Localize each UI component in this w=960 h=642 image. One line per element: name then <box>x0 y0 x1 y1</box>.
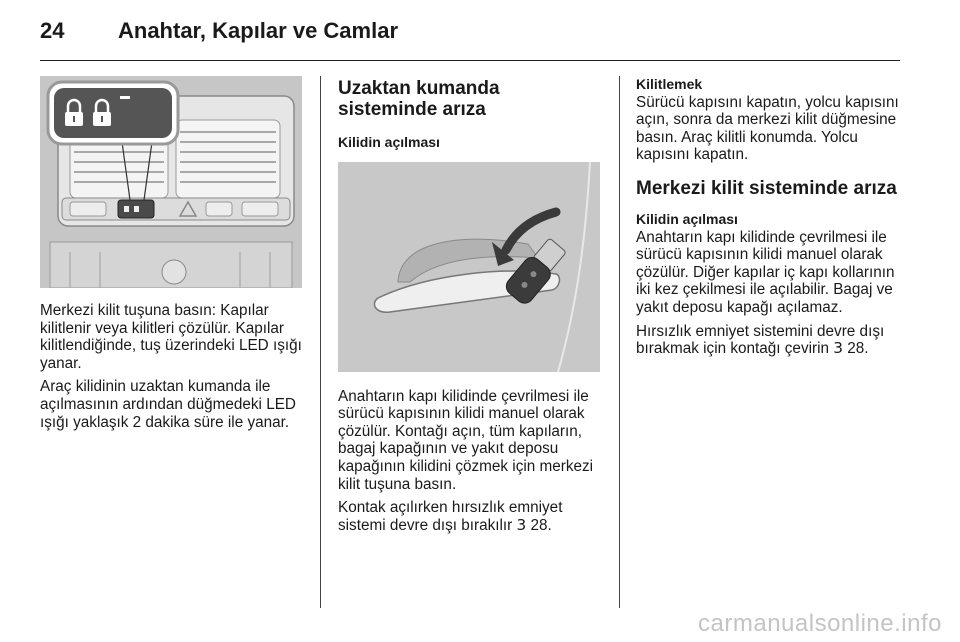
paragraph-text: Kontak açılırken hırsızlık emniyet sistemi devre dışı bırakılır <box>338 499 563 534</box>
cross-reference-arrow-icon: 3 <box>833 339 843 358</box>
watermark: carmanualsonline.info <box>698 610 942 637</box>
header-rule <box>40 60 900 61</box>
section-heading: Uzaktan kumanda sisteminde arıza <box>338 78 500 120</box>
paragraph <box>338 499 602 534</box>
column-divider-left <box>320 76 321 608</box>
column-1 <box>40 76 302 437</box>
paragraph-text: Hırsızlık emniyet sistemini devre dışı bırakmak için kontağı çevirin <box>636 322 885 358</box>
cross-reference-arrow-icon: 3 <box>516 515 527 534</box>
subsection-heading: Kilitlemek <box>636 76 703 92</box>
paragraph: Anahtarın kapı kilidinde çevrilmesi ile sürücü kapısının kilidi manuel olarak çözülür. Diğer kapılar iç kapı kollarının iki kez çekilmesi ile açılabilir. Bagaj ve yakıt deposu kapağı açılamaz. <box>636 228 895 316</box>
column-divider-right <box>619 76 620 608</box>
column-3 <box>636 76 908 364</box>
paragraph: Araç kilidinin uzaktan kumanda ile açılmasının ardından düğmedeki LED ışığı yaklaşık 2 dakika süre ile yanar. <box>40 378 296 431</box>
subsection-heading: Kilidin açılması <box>338 134 440 150</box>
page-title: Anahtar, Kapılar ve Camlar <box>118 18 399 43</box>
subsection-heading: Kilidin açılması <box>636 210 738 227</box>
paragraph: Sürücü kapısını kapatın, yolcu kapısını açın, sonra da merkezi kilit düğmesine basın. Araç kilitli konumda. Yolcu kapısını kapatın. <box>636 93 899 164</box>
paragraph: Anahtarın kapı kilidinde çevrilmesi ile sürücü kapısının kilidi manuel olarak çözülür. Kontağı açın, tüm kapıların, bagaj kapağının ve yakıt deposu kapağının kilidini çözmek için merkezi kilit tuşuna basın. <box>338 387 594 493</box>
page-reference[interactable]: 28. <box>847 340 869 358</box>
door-handle-key-illustration <box>338 162 600 372</box>
central-lock-button-figure <box>40 76 302 288</box>
column-2 <box>338 76 602 540</box>
door-lock-key-figure <box>338 162 600 372</box>
dashboard-vents-illustration <box>40 76 302 288</box>
paragraph <box>636 323 908 358</box>
paragraph: Merkezi kilit tuşuna basın: Kapılar kilitlenir veya kilitleri çözülür. Kapılar kilitlendiğinde, tuş üzerindeki LED ışığı yanar. <box>40 302 302 372</box>
page-number: 24 <box>40 18 65 43</box>
section-heading: Merkezi kilit sisteminde arıza <box>636 177 897 199</box>
page-reference[interactable]: 28. <box>530 516 552 534</box>
